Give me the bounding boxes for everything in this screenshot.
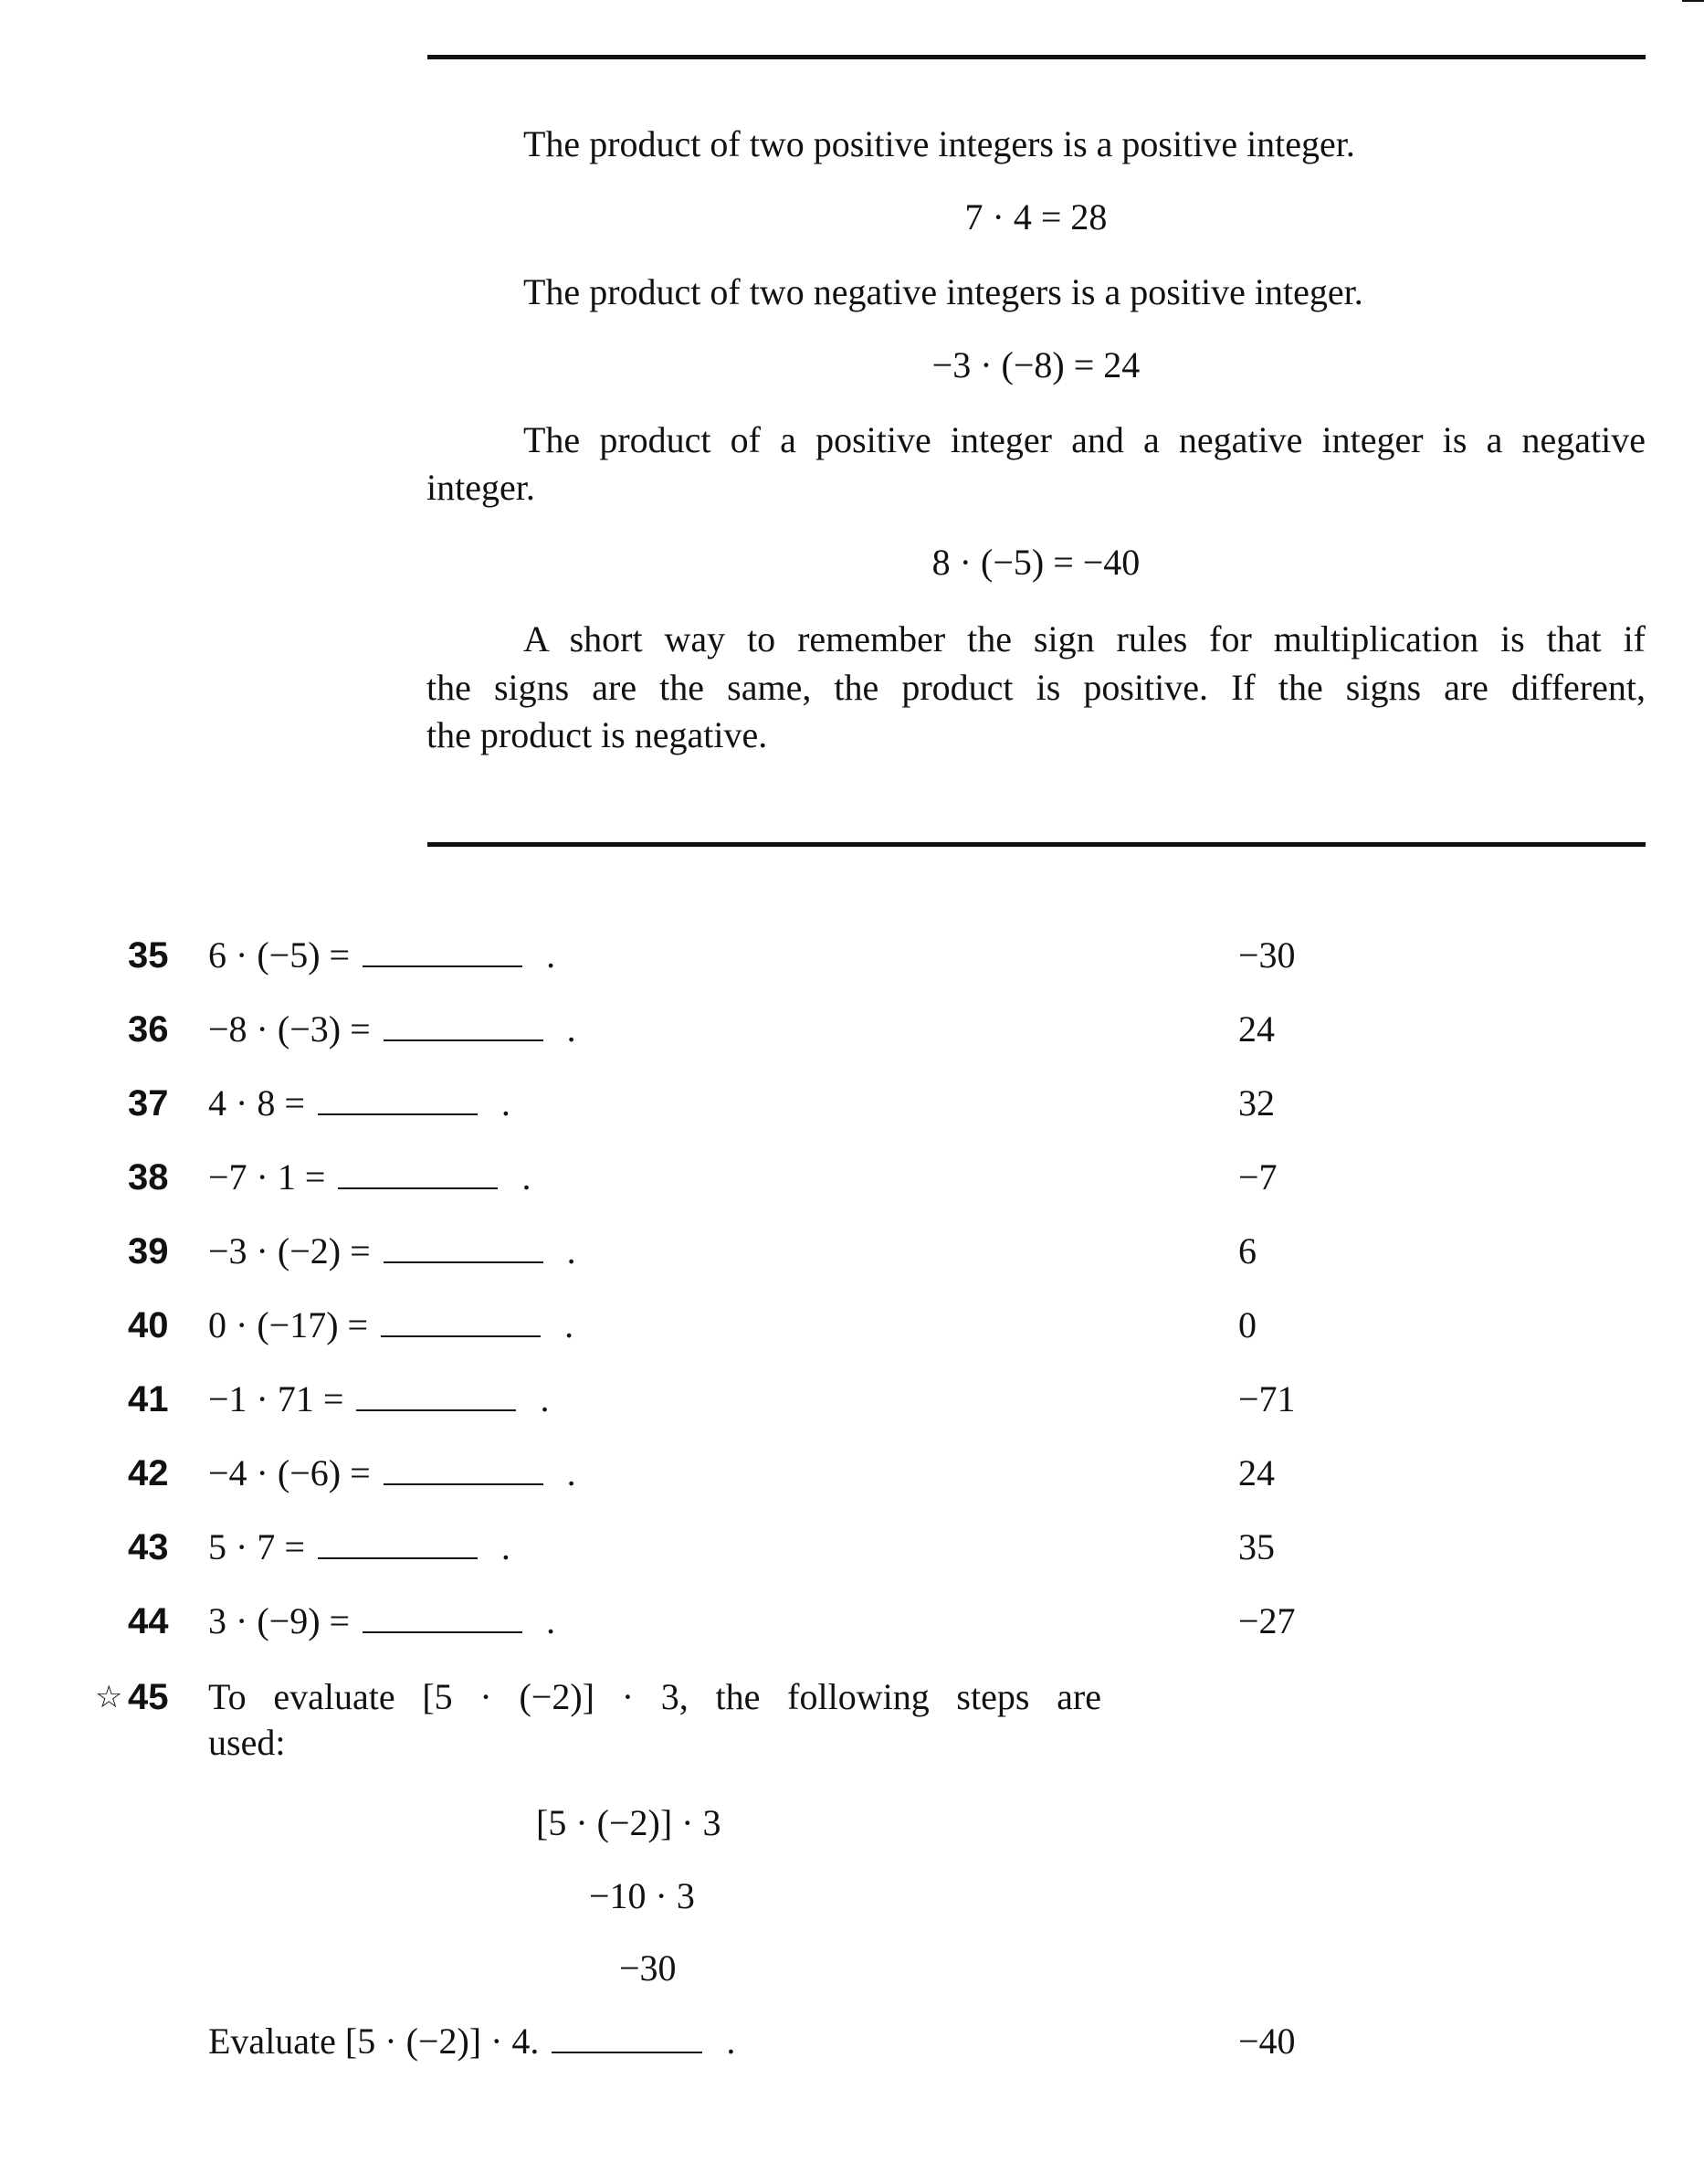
answer-blank[interactable] xyxy=(363,1604,522,1633)
answer-key: 35 xyxy=(1238,1526,1275,1567)
summary-line2: the signs are the same, the product is positive. If the signs are different, xyxy=(426,667,1646,708)
answer-blank[interactable] xyxy=(384,1012,543,1041)
problem-period: . xyxy=(726,2020,736,2062)
problem-period: . xyxy=(546,934,556,976)
answer-key: −27 xyxy=(1238,1600,1296,1641)
page-corner-mark xyxy=(1682,0,1704,2)
problem-number: 45 xyxy=(128,1677,169,1717)
answer-blank[interactable] xyxy=(318,1086,478,1115)
problem-number: 42 xyxy=(128,1453,169,1493)
step-2: −10 · 3 xyxy=(589,1875,695,1916)
problem-row xyxy=(0,1229,1704,1284)
rule-negative-text: The product of two negative integers is a positive integer. xyxy=(523,271,1363,312)
problem-expression: −4 · (−6) = xyxy=(208,1452,371,1493)
summary-line1: A short way to remember the sign rules for multiplication is that if xyxy=(523,618,1646,659)
problem-expression: −3 · (−2) = xyxy=(208,1230,371,1271)
answer-blank[interactable] xyxy=(363,938,522,967)
problem-45-prompt-wrap xyxy=(208,2020,735,2063)
problem-expression-wrap xyxy=(208,1229,576,1273)
problem-number: 44 xyxy=(128,1601,169,1641)
problem-number: 41 xyxy=(128,1379,169,1419)
problem-period: . xyxy=(540,1378,550,1419)
problem-45 xyxy=(0,1675,1704,1776)
answer-key: 24 xyxy=(1238,1452,1275,1493)
problem-expression: 6 · (−5) = xyxy=(208,934,351,976)
problem-45-prompt-row xyxy=(0,2020,1704,2074)
summary-line3: the product is negative. xyxy=(426,714,768,755)
problem-number: 38 xyxy=(128,1157,169,1198)
problem-row xyxy=(0,1303,1704,1358)
problem-expression-wrap xyxy=(208,934,555,977)
answer-blank[interactable] xyxy=(318,1530,478,1559)
problem-number: 36 xyxy=(128,1009,169,1050)
rule-mixed-text-line2: integer. xyxy=(426,467,535,508)
answer-blank[interactable] xyxy=(384,1234,543,1263)
rule-positive-example: 7 · 4 = 28 xyxy=(964,196,1108,237)
answer-blank[interactable] xyxy=(552,2024,702,2053)
problem-45-intro-line1: To evaluate [5 · (−2)] · 3, the following steps are xyxy=(208,1676,1101,1717)
problem-row xyxy=(0,1155,1704,1210)
bottom-rule xyxy=(427,842,1646,847)
problem-expression-wrap xyxy=(208,1008,576,1051)
rule-positive-text: The product of two positive integers is a positive integer. xyxy=(523,123,1355,164)
problem-period: . xyxy=(566,1452,576,1493)
problem-period: . xyxy=(500,1082,510,1124)
answer-blank[interactable] xyxy=(356,1382,516,1411)
problem-expression: −8 · (−3) = xyxy=(208,1008,371,1050)
problem-number: 40 xyxy=(128,1305,169,1345)
problem-row xyxy=(0,934,1704,988)
problem-expression-wrap xyxy=(208,1081,510,1125)
problem-expression-wrap xyxy=(208,1599,555,1643)
problem-row xyxy=(0,1081,1704,1136)
rule-mixed-text-line1: The product of a positive integer and a negative integer is a negative xyxy=(523,419,1646,460)
problem-period: . xyxy=(546,1600,556,1641)
problem-period: . xyxy=(500,1526,510,1567)
problem-45-intro-line2: used: xyxy=(208,1722,286,1763)
answer-key: 24 xyxy=(1238,1008,1275,1050)
answer-key: −30 xyxy=(1238,934,1296,976)
problem-period: . xyxy=(521,1156,531,1198)
answer-key: −71 xyxy=(1238,1378,1296,1419)
problem-45-prompt: Evaluate [5 · (−2)] · 4. xyxy=(208,2020,540,2062)
problem-expression: 4 · 8 = xyxy=(208,1082,305,1124)
answer-key: 0 xyxy=(1238,1304,1257,1345)
answer-blank[interactable] xyxy=(384,1456,543,1485)
top-rule xyxy=(427,55,1646,59)
problem-expression-wrap xyxy=(208,1451,576,1495)
problem-expression: −7 · 1 = xyxy=(208,1156,326,1198)
problem-expression-wrap xyxy=(208,1525,510,1569)
problem-expression-wrap xyxy=(208,1377,549,1421)
problem-number: 35 xyxy=(128,935,169,976)
problem-expression: 0 · (−17) = xyxy=(208,1304,369,1345)
answer-blank[interactable] xyxy=(338,1160,498,1189)
problem-row xyxy=(0,1599,1704,1654)
answer-blank[interactable] xyxy=(381,1308,541,1337)
problem-row xyxy=(0,1525,1704,1580)
problem-expression: −1 · 71 = xyxy=(208,1378,344,1419)
problem-expression-wrap xyxy=(208,1155,531,1199)
problem-period: . xyxy=(564,1304,574,1345)
problem-number: 37 xyxy=(128,1083,169,1124)
answer-key: 6 xyxy=(1238,1230,1257,1271)
star-icon: ☆ xyxy=(95,1679,123,1715)
problem-row xyxy=(0,1451,1704,1506)
rule-mixed-example: 8 · (−5) = −40 xyxy=(931,542,1141,583)
answer-key: −40 xyxy=(1238,2020,1296,2062)
problem-row xyxy=(0,1008,1704,1062)
problem-number: 43 xyxy=(128,1527,169,1567)
step-3: −30 xyxy=(619,1947,677,1989)
problem-period: . xyxy=(566,1008,576,1050)
problem-row xyxy=(0,1377,1704,1432)
problem-expression-wrap xyxy=(208,1303,573,1347)
problem-period: . xyxy=(566,1230,576,1271)
answer-key: −7 xyxy=(1238,1156,1278,1198)
answer-key: 32 xyxy=(1238,1082,1275,1124)
rule-negative-example: −3 · (−8) = 24 xyxy=(931,344,1141,385)
problem-number: 39 xyxy=(128,1231,169,1271)
problem-expression: 3 · (−9) = xyxy=(208,1600,351,1641)
step-1: [5 · (−2)] · 3 xyxy=(536,1802,721,1843)
problem-expression: 5 · 7 = xyxy=(208,1526,305,1567)
